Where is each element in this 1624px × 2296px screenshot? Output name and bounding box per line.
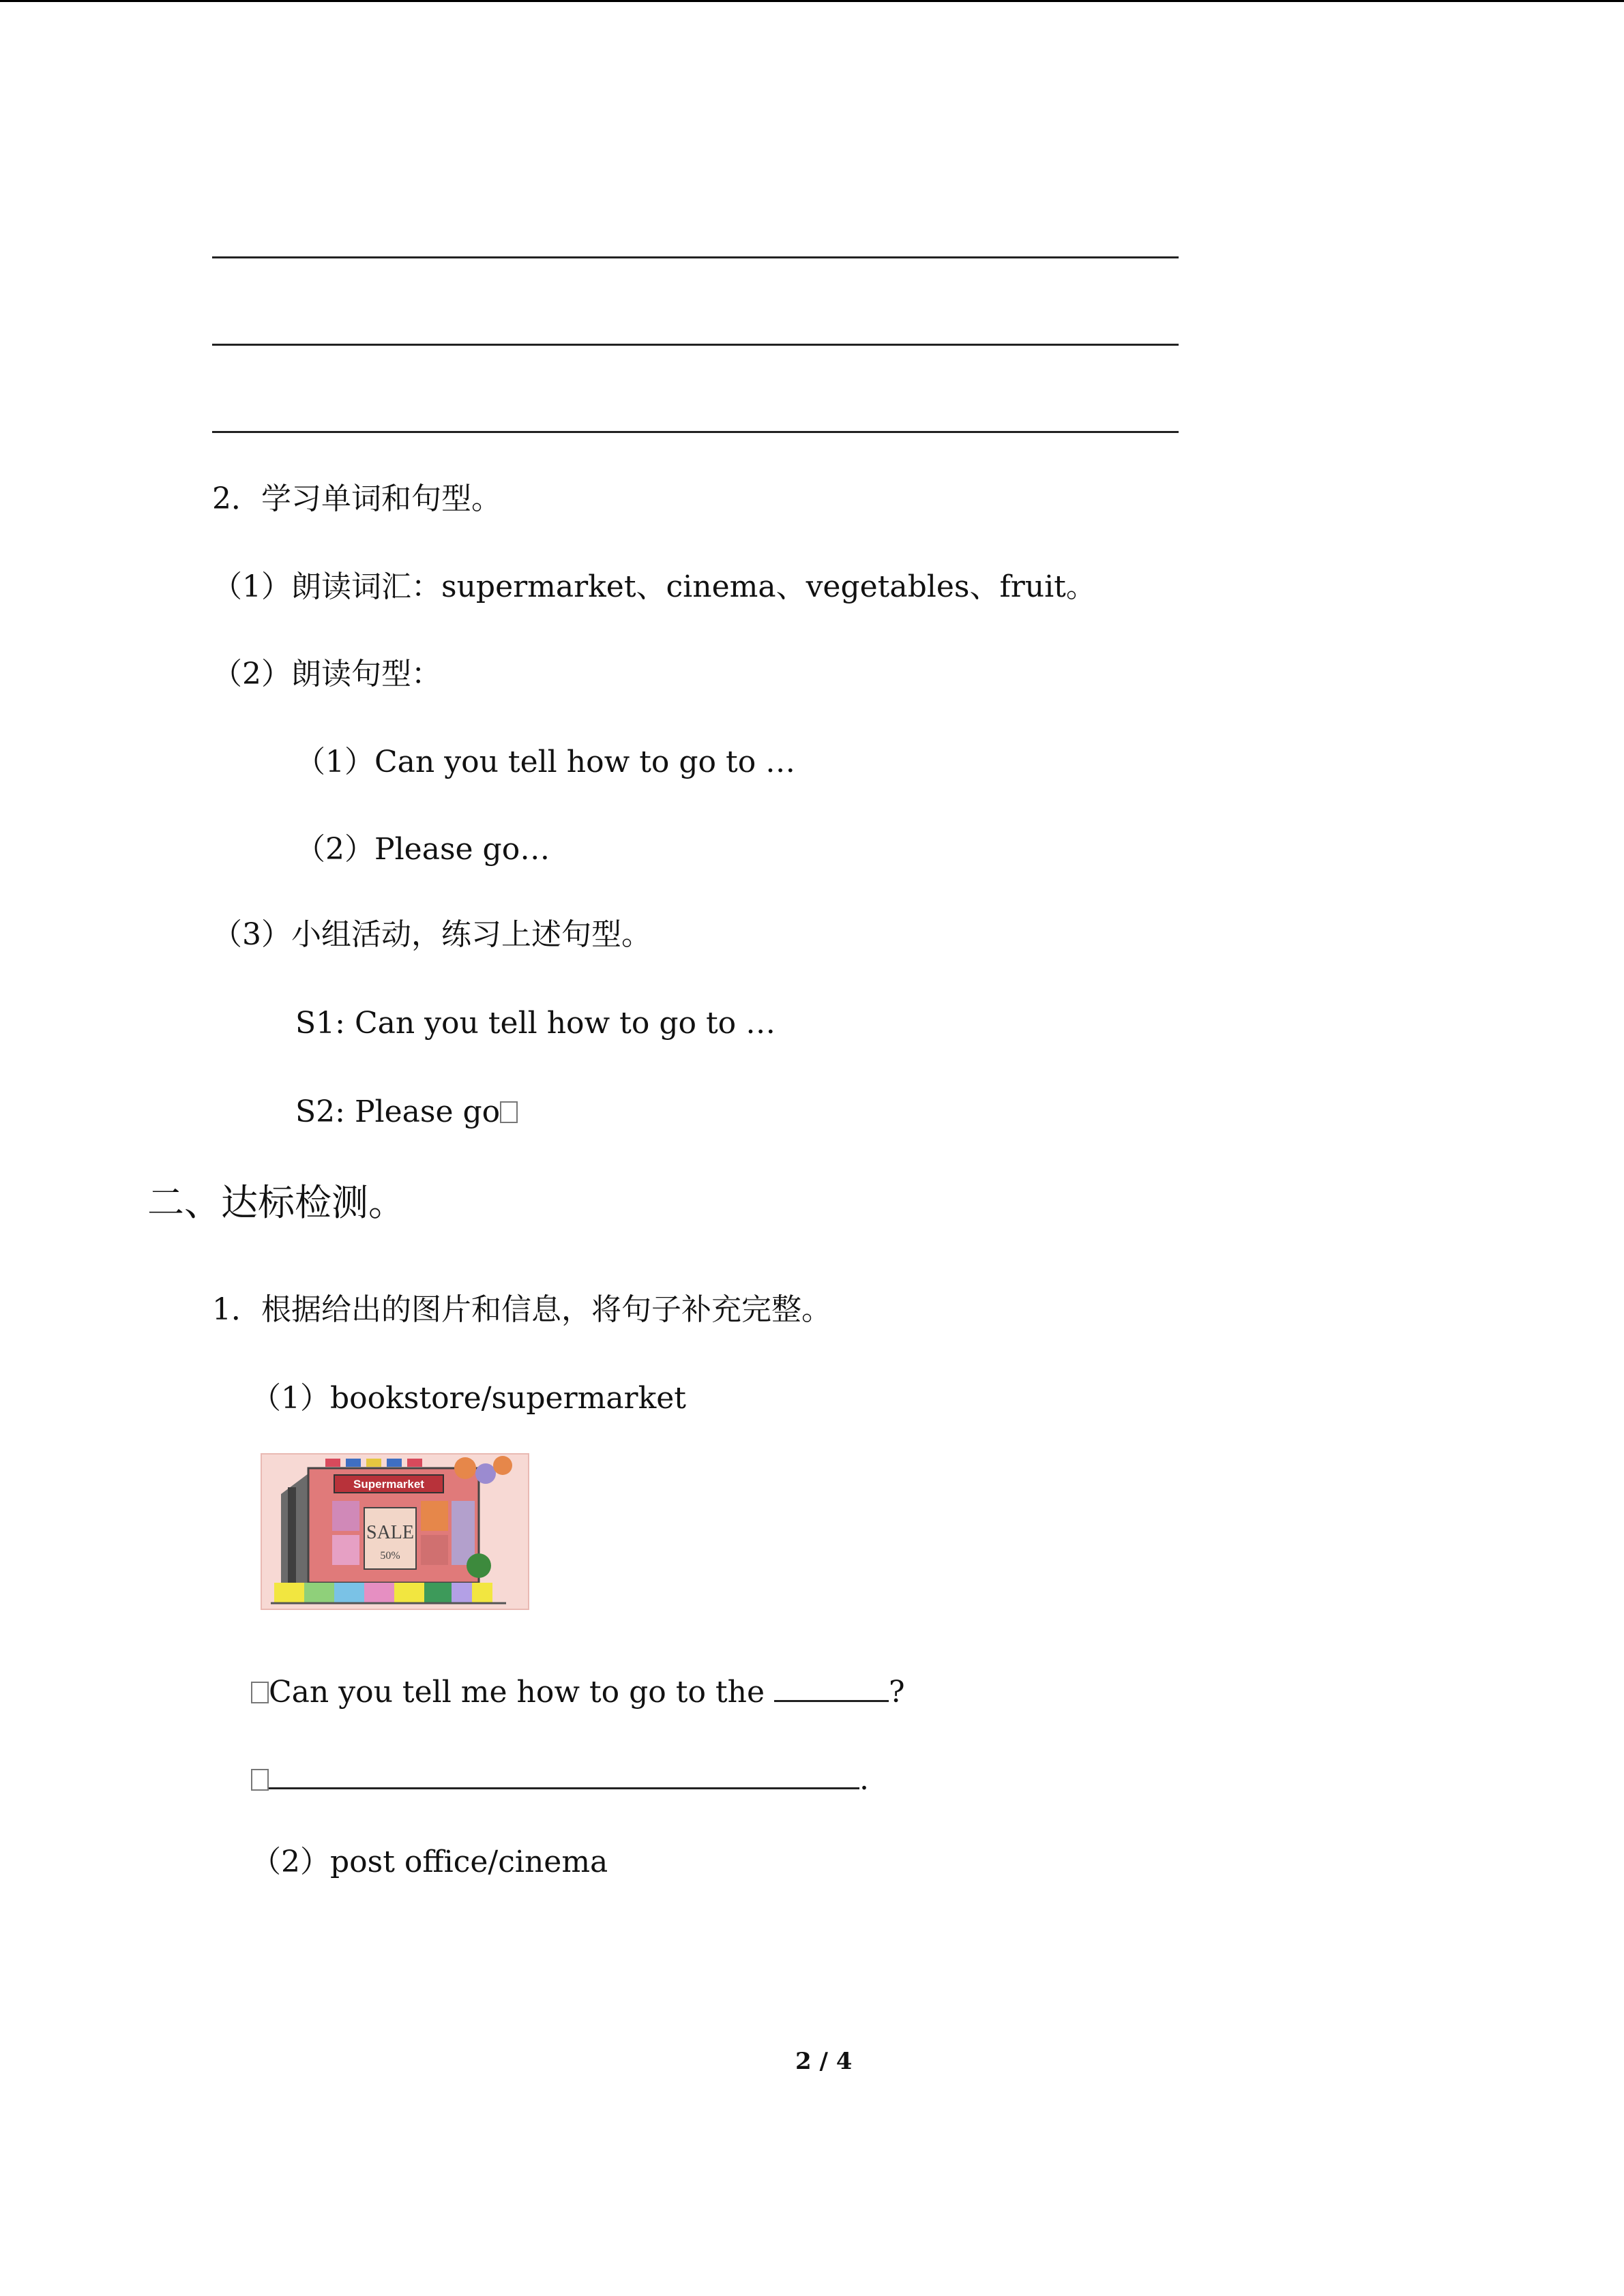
answer-blank[interactable]	[774, 1671, 889, 1702]
answer-line	[212, 431, 1179, 433]
section-heading: 2．学习单词和句型。	[212, 481, 501, 516]
answer-line	[212, 256, 1179, 258]
page-number: 2 / 4	[795, 2048, 853, 2075]
sale-text: SALE	[366, 1522, 414, 1543]
group-activity-item: （3）小组活动，练习上述句型。	[212, 917, 651, 952]
fill-line-question: Can you tell me how to go to the ?	[251, 1671, 905, 1712]
answer-line	[212, 344, 1179, 346]
answer-blank[interactable]	[269, 1759, 859, 1789]
missing-glyph-box	[500, 1101, 518, 1123]
question-item-2: （2）post office/cinema	[251, 1845, 608, 1879]
discount-text: 50%	[380, 1550, 400, 1562]
vocab-item: （1）朗读词汇：supermarket、cinema、vegetables、fruit。	[212, 569, 1096, 604]
question-heading: 1．根据给出的图片和信息，将句子补充完整。	[212, 1292, 831, 1327]
missing-glyph-box	[251, 1682, 269, 1703]
missing-glyph-box	[251, 1769, 269, 1791]
question-item-1: （1）bookstore/supermarket	[251, 1381, 686, 1416]
dialogue-s2: S2: Please go	[295, 1093, 518, 1131]
sentence-pattern-1: （1）Can you tell how to go to …	[295, 745, 796, 779]
sentence-item: （2）朗读句型：	[212, 657, 441, 691]
fill-line-answer: .	[251, 1759, 869, 1799]
part-title: 二、达标检测。	[147, 1181, 405, 1224]
dialogue-s1: S1: Can you tell how to go to …	[295, 1006, 776, 1041]
supermarket-illustration	[261, 1453, 529, 1610]
sentence-pattern-2: （2）Please go…	[295, 832, 550, 867]
supermarket-sign-text: Supermarket	[353, 1478, 424, 1491]
